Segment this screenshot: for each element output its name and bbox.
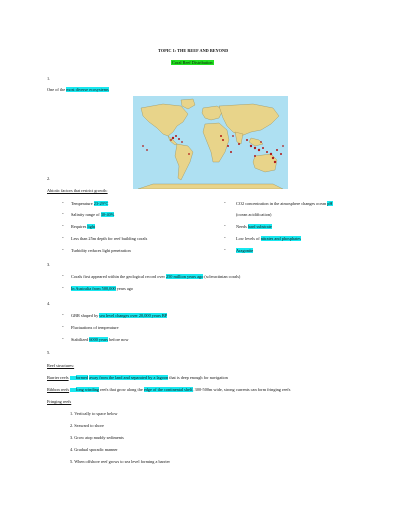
highlight: most diverse ecosystems bbox=[66, 87, 109, 92]
highlight: 23-29°C bbox=[93, 201, 109, 206]
section-4-number: 4. bbox=[47, 301, 51, 306]
page-title: TOPIC 1: THE REEF AND BEYOND bbox=[158, 48, 229, 53]
text: GBR shaped by bbox=[71, 313, 100, 318]
bullet: - bbox=[62, 201, 64, 206]
highlight: Aragonite bbox=[236, 248, 254, 253]
bullet: - bbox=[62, 286, 64, 291]
bullet: - bbox=[224, 201, 226, 206]
s4-item-3 bbox=[71, 337, 129, 342]
right-item-3 bbox=[236, 236, 301, 241]
reef bbox=[232, 135, 234, 137]
section-2-number: 2. bbox=[47, 176, 51, 181]
section-5-heading: Reef structures: bbox=[47, 363, 75, 368]
text: that is deep enough for navigation bbox=[168, 375, 228, 380]
bullet: - bbox=[62, 248, 64, 253]
text: Needs bbox=[236, 224, 248, 229]
left-item-5: Turbidity reduces light penetration bbox=[71, 248, 131, 253]
reef bbox=[227, 145, 229, 147]
step-item: 2. Seaward to shore bbox=[70, 423, 104, 428]
bullet: - bbox=[62, 325, 64, 330]
text: Low levels of bbox=[236, 236, 261, 241]
section-2-heading: Abiotic factors that restrict growth: bbox=[47, 188, 108, 193]
subtitle-text: Coral Reef Distribution bbox=[172, 60, 213, 65]
reef bbox=[146, 149, 148, 151]
label: Barrier reefs bbox=[47, 375, 69, 380]
left-item-3 bbox=[71, 224, 95, 229]
text: Corals first appeared within the geological record over bbox=[71, 274, 166, 279]
coral-reef-distribution-map bbox=[133, 96, 288, 189]
arrow-right-icon bbox=[70, 376, 76, 380]
section-5-number: 5. bbox=[47, 350, 51, 355]
section-3-number: 3. bbox=[47, 262, 51, 267]
text: years ago bbox=[115, 286, 134, 291]
highlight: away from the land and separated by a lagoon bbox=[89, 375, 169, 380]
reef bbox=[238, 143, 240, 145]
step-item: 4. Gradual sporadic manner bbox=[70, 447, 118, 452]
text: Temperature bbox=[71, 201, 94, 206]
highlight: nitrates and phosphates bbox=[260, 236, 301, 241]
left-item-4: Less than 25m depth for reef building corals bbox=[71, 236, 148, 241]
step-item: 3. Grow atop muddy sediments bbox=[70, 435, 124, 440]
reef bbox=[230, 151, 232, 153]
highlight: 30-40% bbox=[100, 212, 115, 217]
text: (scleractinian corals) bbox=[203, 274, 241, 279]
highlight: 250 million years ago bbox=[165, 274, 204, 279]
antarctica bbox=[138, 184, 283, 189]
text: Requires bbox=[71, 224, 88, 229]
fringing-reefs-label: Fringing reefs bbox=[47, 399, 72, 404]
section-1-line bbox=[47, 87, 109, 92]
bullet: - bbox=[224, 224, 226, 229]
s4-item-1 bbox=[71, 313, 167, 318]
bullet: - bbox=[224, 236, 226, 241]
highlight: pH bbox=[327, 201, 333, 206]
highlight: light bbox=[87, 224, 96, 229]
reef bbox=[280, 153, 282, 155]
highlight: edge of the continental shelf bbox=[143, 387, 193, 392]
reef bbox=[188, 153, 190, 155]
text: , 300-500m wide, strong currents can form fringing reefs bbox=[192, 387, 291, 392]
reef bbox=[220, 135, 222, 137]
step-item: 1. Vertically to space below bbox=[70, 411, 118, 416]
reef bbox=[181, 141, 183, 143]
reef bbox=[250, 145, 252, 147]
barrier-reefs-line bbox=[47, 375, 228, 380]
left-item-1 bbox=[71, 201, 108, 206]
highlight: 6000 years bbox=[89, 337, 108, 342]
text: before now bbox=[108, 337, 129, 342]
reef bbox=[266, 151, 268, 153]
bullet: - bbox=[62, 236, 64, 241]
right-item-1-cont: (ocean acidification) bbox=[236, 212, 272, 217]
reef bbox=[172, 137, 174, 139]
step-item: 5. When offshore reef grows to sea level forming a barrier bbox=[70, 459, 170, 464]
highlight: In Australia from 500,000 bbox=[71, 286, 116, 291]
reef bbox=[178, 138, 180, 140]
s3-item-2 bbox=[71, 286, 133, 291]
text: Salinity range of bbox=[71, 212, 101, 217]
text: CO2 concentration in the atmosphere changes ocean bbox=[236, 201, 328, 206]
reef bbox=[175, 135, 177, 137]
reef bbox=[274, 161, 276, 163]
highlight: formed bbox=[75, 375, 89, 380]
reef bbox=[272, 157, 274, 159]
text: Stabilized bbox=[71, 337, 90, 342]
ribbon-reefs-line bbox=[47, 387, 290, 392]
reef bbox=[170, 139, 172, 141]
s3-item-1 bbox=[71, 274, 240, 279]
bullet: - bbox=[224, 248, 226, 253]
bullet: - bbox=[62, 337, 64, 342]
bullet: - bbox=[62, 274, 64, 279]
reef bbox=[260, 141, 262, 143]
text: reefs that grow along the bbox=[98, 387, 144, 392]
reef bbox=[254, 147, 256, 149]
reef bbox=[222, 139, 224, 141]
reef bbox=[276, 149, 278, 151]
s4-item-2: Fluctuations of temperature bbox=[71, 325, 119, 330]
left-item-2 bbox=[71, 212, 114, 217]
right-item-2 bbox=[236, 224, 272, 229]
right-item-4 bbox=[236, 248, 253, 253]
reef bbox=[270, 153, 272, 155]
bullet: - bbox=[62, 224, 64, 229]
highlight: sea level changes over 20,000 years BP bbox=[99, 313, 168, 318]
section-1-number: 1. bbox=[47, 76, 51, 81]
reef bbox=[258, 149, 260, 151]
arrow-right-icon bbox=[70, 388, 76, 392]
bullet: - bbox=[62, 212, 64, 217]
reef bbox=[142, 145, 144, 147]
right-item-1 bbox=[236, 201, 333, 206]
section-subtitle bbox=[171, 60, 214, 65]
reef bbox=[246, 139, 248, 141]
reef bbox=[282, 145, 284, 147]
reef bbox=[254, 155, 256, 157]
reef bbox=[262, 147, 264, 149]
text: One of the bbox=[47, 87, 67, 92]
bullet: - bbox=[62, 313, 64, 318]
highlight: hard substrate bbox=[247, 224, 272, 229]
highlight: long winding bbox=[76, 387, 99, 392]
label: Ribbon reefs bbox=[47, 387, 70, 392]
